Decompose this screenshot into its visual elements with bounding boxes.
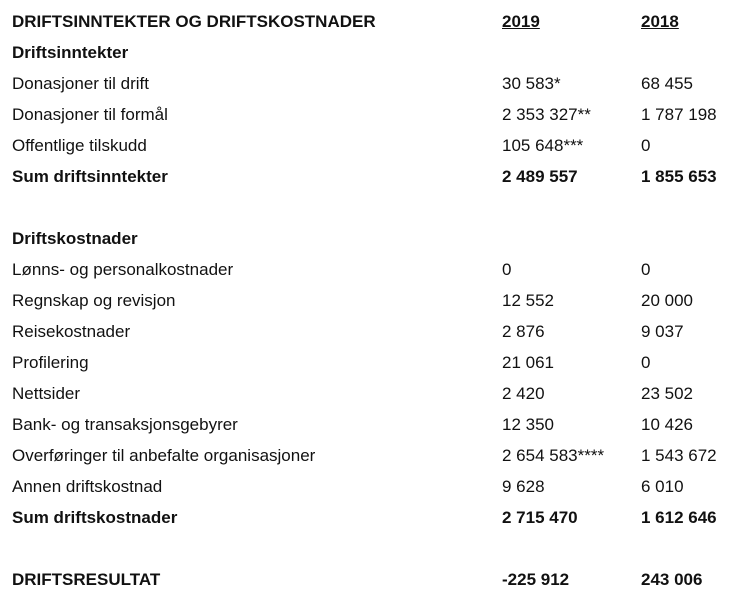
table-row: [0, 99, 753, 130]
value-2019: -225 912: [502, 570, 570, 589]
value-2018: 0: [641, 260, 651, 279]
value-2019: 2 353 327**: [502, 105, 591, 124]
spacer-row: [0, 533, 753, 564]
row-label: Lønns- og personalkostnader: [12, 260, 234, 279]
table-row: [0, 316, 753, 347]
value-2018: 23 502: [641, 384, 693, 403]
table-row: [0, 409, 753, 440]
value-2018: 1 787 198: [641, 105, 717, 124]
value-2019: 30 583*: [502, 74, 561, 93]
income-statement-table: [0, 6, 753, 595]
row-label: Annen driftskostnad: [12, 477, 163, 496]
table-row: [0, 285, 753, 316]
row-label: Nettsider: [12, 384, 81, 403]
value-2019: 2 489 557: [502, 167, 578, 186]
table-row: [0, 68, 753, 99]
total-row: [0, 564, 753, 595]
row-label: Donasjoner til formål: [12, 105, 168, 124]
row-label: Profilering: [12, 353, 89, 372]
value-2019: 21 061: [502, 353, 554, 372]
section-heading-row: [0, 37, 753, 68]
value-2018: 0: [641, 353, 651, 372]
value-2019: 12 350: [502, 415, 554, 434]
section-heading-row: [0, 223, 753, 254]
value-2018: 6 010: [641, 477, 684, 496]
column-header-2019: 2019: [502, 12, 540, 31]
value-2019: 9 628: [502, 477, 545, 496]
value-2018: 1 612 646: [641, 508, 717, 527]
table-row: [0, 440, 753, 471]
row-label: Offentlige tilskudd: [12, 136, 147, 155]
value-2018: 1 543 672: [641, 446, 717, 465]
value-2018: 243 006: [641, 570, 703, 589]
value-2019: 2 420: [502, 384, 545, 403]
value-2018: 0: [641, 136, 651, 155]
row-label: Bank- og transaksjonsgebyrer: [12, 415, 238, 434]
table-row: [0, 471, 753, 502]
row-label: DRIFTSRESULTAT: [12, 570, 161, 589]
value-2019: 2 654 583****: [502, 446, 605, 465]
value-2019: 12 552: [502, 291, 554, 310]
row-label: Sum driftsinntekter: [12, 167, 168, 186]
total-row: [0, 161, 753, 192]
table-row: [0, 378, 753, 409]
value-2019: 0: [502, 260, 512, 279]
total-row: [0, 502, 753, 533]
value-2019: 2 876: [502, 322, 545, 341]
table-title: DRIFTSINNTEKTER OG DRIFTSKOSTNADER: [12, 12, 376, 31]
value-2018: 68 455: [641, 74, 693, 93]
table-row: [0, 347, 753, 378]
value-2018: 1 855 653: [641, 167, 717, 186]
row-label: Regnskap og revisjon: [12, 291, 176, 310]
row-label: Donasjoner til drift: [12, 74, 150, 93]
value-2019: 2 715 470: [502, 508, 578, 527]
row-label: Driftsinntekter: [12, 43, 129, 62]
row-label: Reisekostnader: [12, 322, 131, 341]
column-header-2018: 2018: [641, 12, 679, 31]
row-label: Overføringer til anbefalte organisasjoner: [12, 446, 316, 465]
value-2018: 10 426: [641, 415, 693, 434]
table-header: [0, 6, 753, 37]
value-2019: 105 648***: [502, 136, 584, 155]
spacer-row: [0, 192, 753, 223]
value-2018: 20 000: [641, 291, 693, 310]
value-2018: 9 037: [641, 322, 684, 341]
table-row: [0, 254, 753, 285]
table-row: [0, 130, 753, 161]
row-label: Driftskostnader: [12, 229, 138, 248]
row-label: Sum driftskostnader: [12, 508, 178, 527]
